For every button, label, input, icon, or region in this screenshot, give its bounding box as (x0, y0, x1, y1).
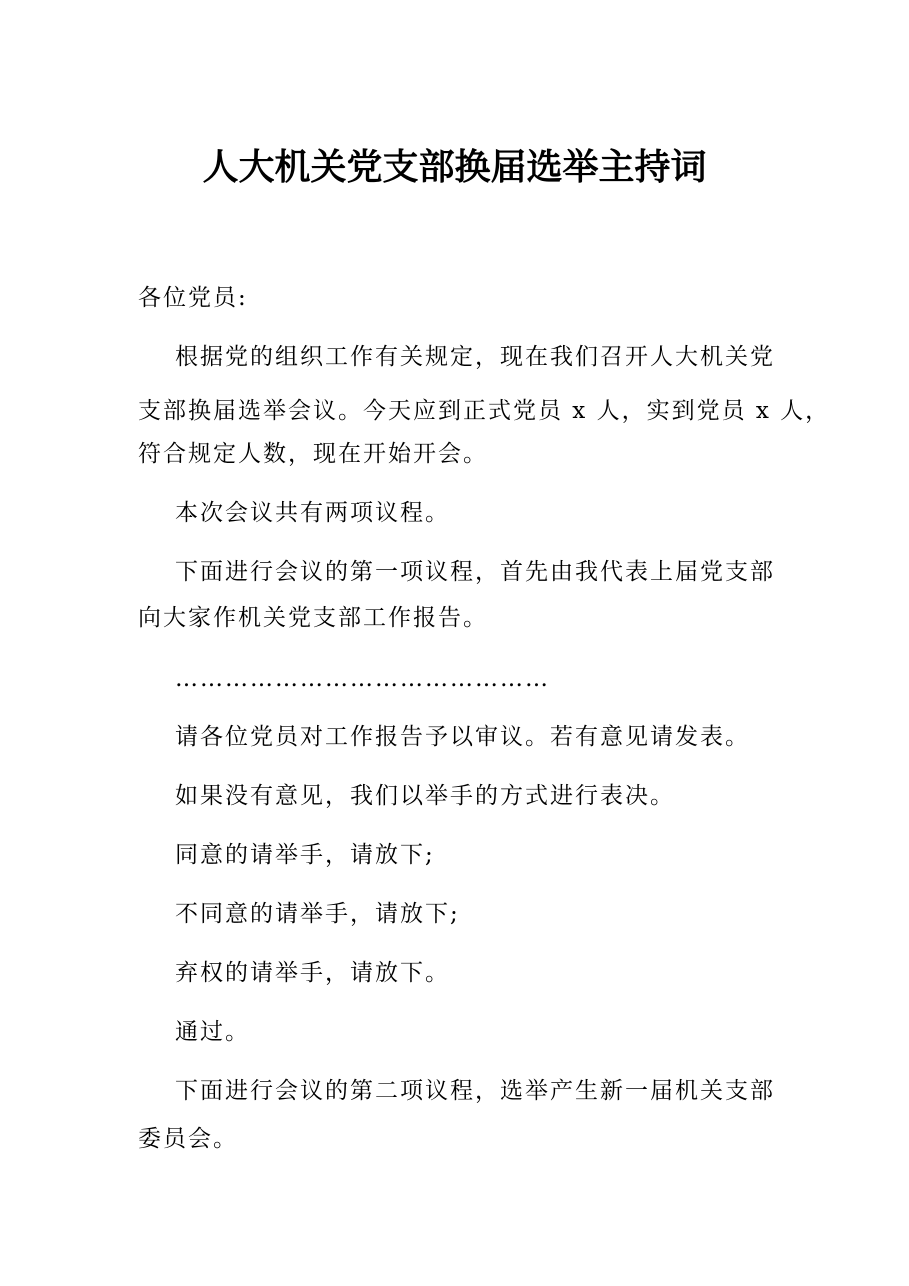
paragraph-line: 下面进行会议的第一项议程，首先由我代表上届党支部 (175, 559, 775, 585)
paragraph-line: 委员会。 (138, 1126, 238, 1152)
paragraph-line: 请各位党员对工作报告予以审议。若有意见请发表。 (175, 724, 750, 750)
paragraph-line: 如果没有意见，我们以举手的方式进行表决。 (175, 783, 675, 809)
paragraph-line: 符合规定人数，现在开始开会。 (138, 441, 488, 467)
paragraph-line: 本次会议共有两项议程。 (175, 500, 450, 526)
paragraph-line: 支部换届选举会议。今天应到正式党员 x 人，实到党员 x 人， (138, 398, 831, 424)
paragraph-line: 不同意的请举手，请放下; (175, 901, 460, 927)
ellipsis-line: ……………………………………… (175, 666, 550, 692)
paragraph-line: 弃权的请举手，请放下。 (175, 960, 450, 986)
paragraph-line: 通过。 (175, 1019, 250, 1045)
paragraph-line: 下面进行会议的第二项议程，选举产生新一届机关支部 (175, 1078, 775, 1104)
paragraph-line: 同意的请举手，请放下; (175, 842, 435, 868)
salutation-line: 各位党员: (138, 285, 248, 311)
document-title: 人大机关党支部换届选举主持词 (202, 146, 707, 188)
paragraph-line: 根据党的组织工作有关规定，现在我们召开人大机关党 (175, 344, 775, 370)
paragraph-line: 向大家作机关党支部工作报告。 (138, 605, 488, 631)
